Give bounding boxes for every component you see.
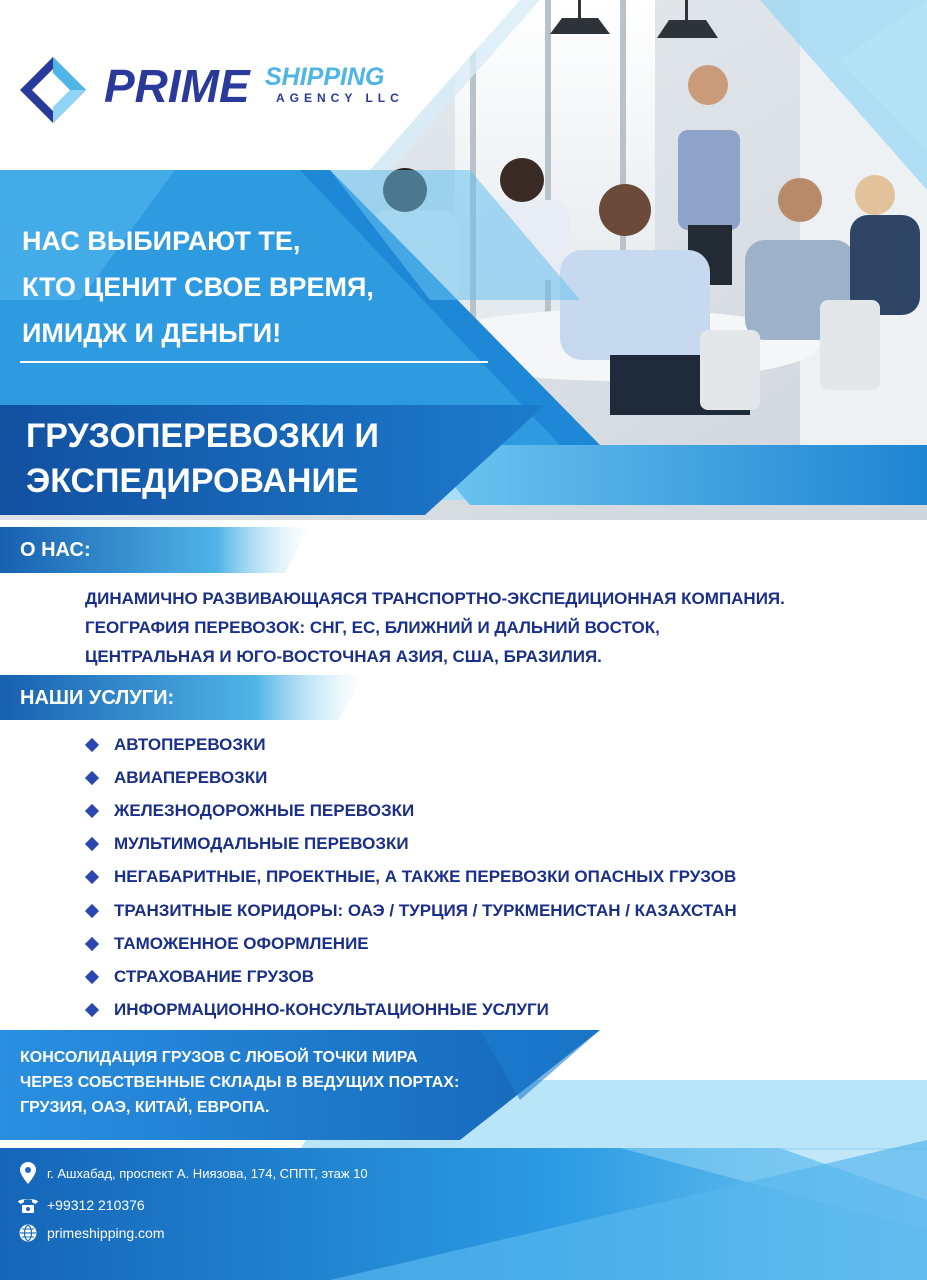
brand-name-secondary: SHIPPING [265,63,385,91]
service-label: ТАМОЖЕННОЕ ОФОРМЛЕНИЕ [114,933,369,953]
hero-title [26,414,379,504]
service-label: ЖЕЛЕЗНОДОРОЖНЫЕ ПЕРЕВОЗКИ [114,800,415,820]
service-label: АВИАПЕРЕВОЗКИ [114,767,268,787]
contact-address [17,1162,368,1184]
service-label: ТРАНЗИТНЫЕ КОРИДОРЫ: ОАЭ / ТУРЦИЯ / ТУРКМЕНИСТАН / КАЗАХСТАН [114,900,737,920]
list-item [86,828,737,861]
tagline-line: НАС ВЫБИРАЮТ ТЕ, [22,226,301,256]
list-item [86,794,737,827]
brand-name-primary: PRIME [104,60,250,112]
website-link[interactable]: primeshipping.com [47,1225,165,1241]
list-item [86,894,737,927]
diamond-bullet-icon [85,1003,99,1017]
list-item [86,861,737,894]
title-line: ЭКСПЕДИРОВАНИЕ [26,462,359,500]
about-line: ДИНАМИЧНО РАЗВИВАЮЩАЯСЯ ТРАНСПОРТНО-ЭКСПЕДИЦИОННАЯ КОМПАНИЯ. [85,589,785,608]
phone-text[interactable]: +99312 210376 [47,1197,145,1213]
brand-logo [18,55,418,125]
address-text: г. Ашхабад, проспект А. Ниязова, 174, СППТ, этаж 10 [47,1165,368,1181]
globe-icon [17,1222,39,1244]
service-label: НЕГАБАРИТНЫЕ, ПРОЕКТНЫЕ, А ТАКЖЕ ПЕРЕВОЗКИ ОПАСНЫХ ГРУЗОВ [114,867,737,887]
diamond-logo-icon [18,55,88,125]
brand-name-suffix: AGENCY LLC [276,91,404,105]
services-list [86,728,737,1027]
telephone-icon [17,1194,39,1216]
consolidation-text [20,1045,459,1120]
list-item [86,728,737,761]
diamond-bullet-icon [85,937,99,951]
diamond-bullet-icon [85,804,99,818]
list-item [86,960,737,993]
tagline-line: КТО ЦЕНИТ СВОЕ ВРЕМЯ, [22,272,374,302]
list-item [86,994,737,1027]
contact-website[interactable] [17,1222,165,1244]
about-text [85,584,785,671]
about-line: ГЕОГРАФИЯ ПЕРЕВОЗОК: СНГ, ЕС, БЛИЖНИЙ И ДАЛЬНИЙ ВОСТОК, [85,618,660,637]
consolidation-line: ГРУЗИЯ, ОАЭ, КИТАЙ, ЕВРОПА. [20,1099,270,1116]
about-heading: О НАС: [20,539,91,561]
title-line: ГРУЗОПЕРЕВОЗКИ И [26,417,379,455]
tagline-divider [20,361,488,363]
service-label: ИНФОРМАЦИОННО-КОНСУЛЬТАЦИОННЫЕ УСЛУГИ [114,1000,549,1020]
service-label: МУЛЬТИМОДАЛЬНЫЕ ПЕРЕВОЗКИ [114,834,409,854]
list-item [86,927,737,960]
diamond-bullet-icon [85,837,99,851]
service-label: СТРАХОВАНИЕ ГРУЗОВ [114,966,314,986]
hero-tagline [22,218,452,356]
list-item [86,761,737,794]
diamond-bullet-icon [85,771,99,785]
about-line: ЦЕНТРАЛЬНАЯ И ЮГО-ВОСТОЧНАЯ АЗИЯ, США, БРАЗИЛИЯ. [85,647,602,666]
services-heading: НАШИ УСЛУГИ: [20,687,175,709]
diamond-bullet-icon [85,970,99,984]
location-pin-icon [17,1162,39,1184]
contact-phone[interactable] [17,1194,145,1216]
tagline-line: ИМИДЖ И ДЕНЬГИ! [22,318,282,348]
diamond-bullet-icon [85,738,99,752]
service-label: АВТОПЕРЕВОЗКИ [114,734,266,754]
consolidation-line: ЧЕРЕЗ СОБСТВЕННЫЕ СКЛАДЫ В ВЕДУЩИХ ПОРТАХ: [20,1074,460,1091]
consolidation-line: КОНСОЛИДАЦИЯ ГРУЗОВ С ЛЮБОЙ ТОЧКИ МИРА [20,1049,418,1066]
diamond-bullet-icon [85,870,99,884]
diamond-bullet-icon [85,903,99,917]
